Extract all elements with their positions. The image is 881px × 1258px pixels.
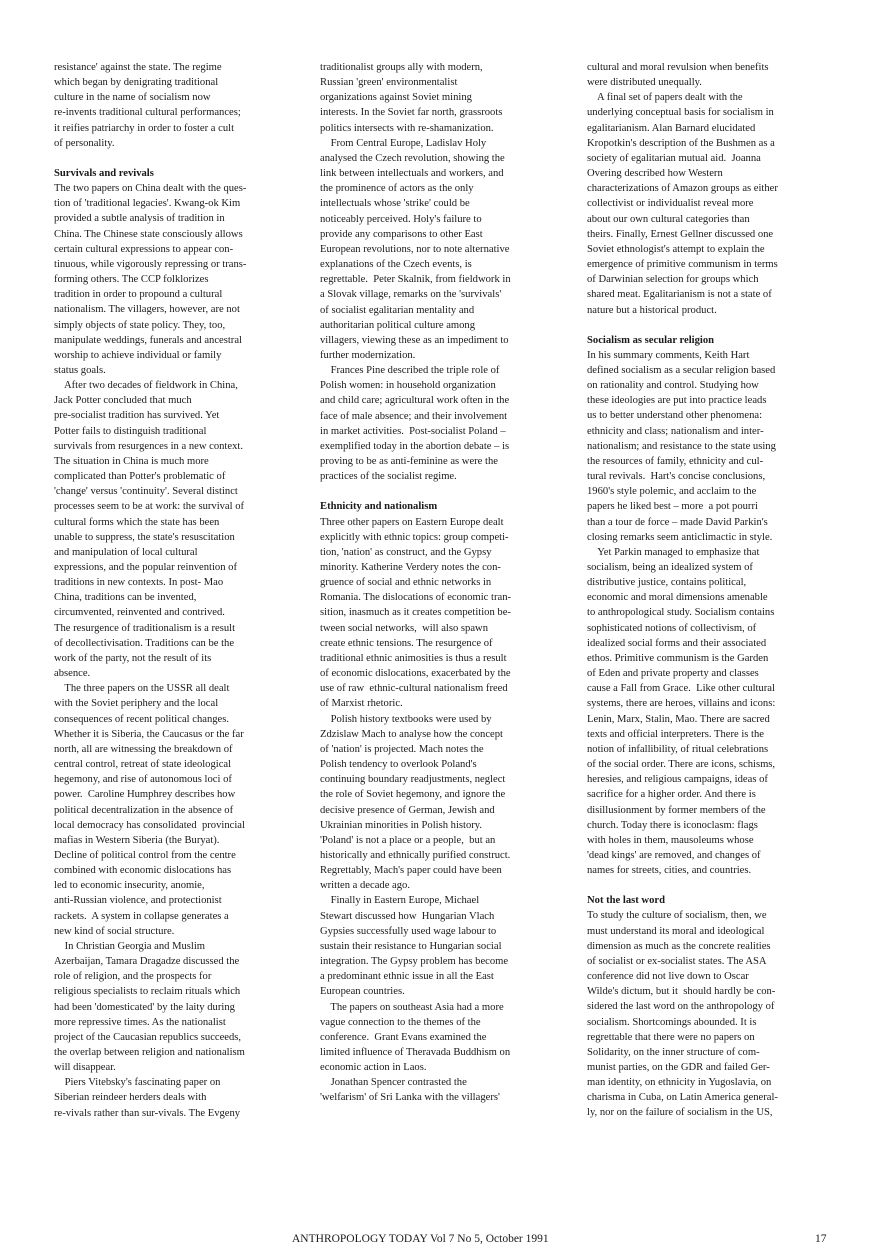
body-paragraph: Yet Parkin managed to emphasize that socialism, being an idealized system of distributive justice, contains political, economic and moral dimensions amenable to anthropological study. Socialism contains sophisticated notions of collectivism, of idealized social forms and their associated ethos. Primitive communism is the Garden of Eden and private property and classes cause a Fall from Grace. Like other cultural systems, there are heroes, villains and icons: Lenin, Marx, Stalin, Mao. There are sacred texts and official interpreters. There is the notion of infallibility, of ritual celebrations of the social order. There are icons, schisms, heresies, and religious campaigns, ideas of sacrifice for a higher order. And there is disillusionment by former members of the church. Today there is iconoclasm: flags with holes in them, mausoleums whose 'dead kings' are removed, and changes of names for streets, cities, and countries. xyxy=(587,546,776,877)
body-paragraph: Piers Vitebsky's fascinating paper on Siberian reindeer herders deals with re-vivals rather than sur-vivals. The Evgeny xyxy=(54,1077,241,1119)
body-paragraph: Finally in Eastern Europe, Michael Stewart discussed how Hungarian Vlach Gypsies successfully used wage labour to sustain their resistance to Hungarian social integration. The Gypsy problem has become a predominant ethnic issue in all the East European countries. xyxy=(320,895,509,998)
body-paragraph: Polish history textbooks were used by Zdzislaw Mach to analyse how the concept of 'nation' is projected. Mach notes the Polish tendency to overlook Poland's continuing boundary readjustments, neglect the role of Soviet hegemony, and ignore the decisive presence of German, Jewish and Ukrainian minorities in Polish history. 'Poland' is not a place or a people, but an historically and ethnically purified construct. Regrettably, Mach's paper could have been written a decade ago. xyxy=(320,713,511,892)
body-paragraph: The three papers on the USSR all dealt with the Soviet periphery and the local consequences of recent political changes. Whether it is Siberia, the Caucasus or the far north, all are witnessing the breakdown of central control, retreat of state ideological hegemony, and rise of autonomous loci of power. Caroline Humphrey describes how political decentralization in the absence of local democracy has consolidated provincial mafias in Western Siberia (the Buryat). Decline of political control from the centre combined with economic dislocations has led to economic insecurity, anomie, anti-Russian violence, and protectionist rackets. A system in collapse generates a new kind of social structure. xyxy=(54,683,245,937)
body-paragraph: traditionalist groups ally with modern, Russian 'green' environmentalist organizations against Soviet mining interests. In the Soviet far north, grassroots politics intersects with re-shamanization. xyxy=(320,62,503,134)
body-paragraph: resistance' against the state. The regime which began by denigrating traditional culture in the name of socialism now re-invents traditional cultural performances; it reifies patriarchy in order to foster a cult of personality. xyxy=(54,62,241,149)
section-heading: Not the last word xyxy=(587,895,665,907)
section-heading: Socialism as secular religion xyxy=(587,334,715,346)
body-paragraph: The two papers on China dealt with the ques- tion of 'traditional legacies'. Kwang-ok Kim provided a subtle analysis of tradition in China. The Chinese state consciously allows certain cultural expressions to appear con- tinuous, while vigorously repressing or trans- forming others. The CCP folklorizes tradition in order to propound a cultural nationalism. The villagers, however, are not simply objects of state policy. They, too, manipulate weddings, funerals and ancestral worship to achieve individual or family status goals. xyxy=(54,183,247,376)
text-column-1 xyxy=(54,60,306,1121)
text-column-2 xyxy=(320,60,571,1106)
body-paragraph: The papers on southeast Asia had a more vague connection to the themes of the conference. Grant Evans examined the limited influence of Theravada Buddhism on economic action in Laos. xyxy=(320,1001,511,1074)
body-paragraph: After two decades of fieldwork in China, Jack Potter concluded that much pre-socialist tradition has survived. Yet Potter fails to distinguish traditional survivals from resurgences in a new context. The situation in China is much more complicated than Potter's problematic of 'change' versus 'continuity'. Several distinct processes seem to be at work: the survival of cultural forms which the state has been unable to suppress, the state's resuscitation and manipulation of local cultural expressions, and the popular reinvention of traditions in new contexts. In post- Mao China, traditions can be invented, circumvented, reinvented and contrived. The resurgence of traditionalism is a result of decollectivisation. Traditions can be the work of the party, not the result of its absence. xyxy=(54,380,245,680)
body-paragraph: Frances Pine described the triple role of Polish women: in household organization and child care; agricultural work often in the face of male absence; and their involvement in market activities. Post-socialist Poland – exemplified today in the abortion debate – is proving to be as anti-feminine as were the practices of the socialist regime. xyxy=(320,365,510,483)
section-heading: Survivals and revivals xyxy=(54,167,154,179)
body-paragraph: A final set of papers dealt with the underlying conceptual basis for socialism in egalitarianism. Alan Barnard elucidated Kropotkin's description of the Bushmen as a society of egalitarian mutual aid. Joanna Overing described how Western characterizations of Amazon groups as either collectivist or individualist reveal more about our own cultural categories than theirs. Finally, Ernest Gellner discussed one Soviet ethnologist's attempt to explain the emergence of primitive communism in terms of Darwinian selection for groups which shared meat. Egalitarianism is not a state of nature but a historical product. xyxy=(587,92,778,316)
body-paragraph: cultural and moral revulsion when benefits were distributed unequally. xyxy=(587,62,769,89)
body-paragraph: To study the culture of socialism, then, we must understand its moral and ideological dimension as much as the concrete realities of socialist or ex-socialist states. The ASA conference did not live down to Oscar Wilde's dictum, but it should hardly be con- sidered the last word on the anthropology of socialism. Shortcomings abounded. It is regrettable that there were no papers on Solidarity, on the inner structure of com- munist parties, on the GDR and failed Ger- man identity, on ethnicity in Yugoslavia, on charisma in Cuba, on Latin America general- ly, nor on the failure of socialism in the US, xyxy=(587,910,778,1119)
body-paragraph: In Christian Georgia and Muslim Azerbaijan, Tamara Dragadze discussed the role of religion, and the prospects for religious specialists to reclaim rituals which had been 'domesticated' by the laity during more repressive times. As the nationalist project of the Caucasian republics succeeds, the overlap between religion and nationalism will disappear. xyxy=(54,940,245,1074)
body-paragraph: Jonathan Spencer contrasted the 'welfarism' of Sri Lanka with the villagers' xyxy=(320,1077,500,1104)
section-heading: Ethnicity and nationalism xyxy=(320,501,438,513)
page-number: 17 xyxy=(815,1233,827,1245)
text-column-3 xyxy=(587,60,837,1121)
body-paragraph: From Central Europe, Ladislav Holy analysed the Czech revolution, showing the link between intellectuals and workers, and the prominence of actors as the only intellectuals whose 'strike' could be noticeably perceived. Holy's failure to provide any comparisons to other East European revolutions, nor to note alternative explanations of the Czech events, is regrettable. Peter Skalnik, from fieldwork in a Slovak village, remarks on the 'survivals' of socialist egalitarian mentality and authoritarian political culture among villagers, viewing these as an impediment to further modernization. xyxy=(320,137,511,361)
body-paragraph: In his summary comments, Keith Hart defined socialism as a secular religion based on rationality and control. Studying how these ideologies are put into practice leads us to better understand other phenomena: ethnicity and class; nationalism and inter- nationalism; and resistance to the state using the resources of family, ethnicity and cul- tural revivals. Hart's concise conclusions, 1960's style polemic, and acclaim to the papers he liked best – more a pot pourri than a tour de force – made David Parkin's closing remarks seem anticlimactic in style. xyxy=(587,349,776,543)
body-paragraph: Three other papers on Eastern Europe dealt explicitly with ethnic topics: group competi- tion, 'nation' as construct, and the Gypsy minority. Katherine Verdery notes the con- gruence of social and ethnic networks in Romania. The dislocations of economic tran- sition, inasmuch as it creates competition be- tween social networks, will also spawn create ethnic tensions. The resurgence of traditional ethnic animosities is thus a result of economic dislocations, exacerbated by the use of raw ethnic-cultural nationalism freed of Marxist rhetoric. xyxy=(320,516,512,710)
journal-citation: ANTHROPOLOGY TODAY Vol 7 No 5, October 1991 xyxy=(292,1233,549,1245)
